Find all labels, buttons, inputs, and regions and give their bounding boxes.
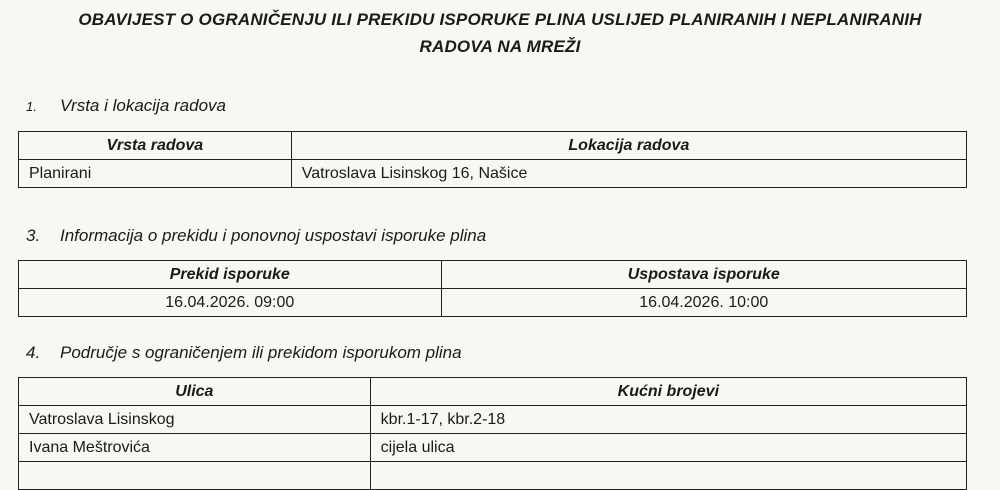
table-row [19,406,967,434]
table-header-row [19,261,967,289]
section4-number: 4. [26,343,41,362]
cell-kucni-brojevi: kbr.1-17, kbr.2-18 [370,406,966,434]
cell-kucni-brojevi [370,462,966,490]
table-row [19,289,967,317]
cell-ulica: Ivana Meštrovića [19,434,371,462]
cell-ulica [19,462,371,490]
cell-ulica: Vatroslava Lisinskog [19,406,371,434]
header-prekid-isporuke: Prekid isporuke [19,261,442,289]
header-vrsta-radova: Vrsta radova [19,132,292,160]
section1-heading [26,96,226,116]
section4-table [18,377,967,490]
table-row [19,434,967,462]
cell-lokacija-radova: Vatroslava Lisinskog 16, Našice [291,160,966,188]
document-title [0,6,1000,60]
section3-heading [26,226,486,246]
section3-heading-text: Informacija o prekidu i ponovnoj uspostavi isporuke plina [60,226,487,245]
section4-heading-text: Područje s ograničenjem ili prekidom isporukom plina [60,343,462,362]
header-uspostava-isporuke: Uspostava isporuke [441,261,966,289]
section3-number: 3. [26,226,41,245]
section4-heading [26,343,462,363]
cell-uspostava-isporuke: 16.04.2026. 10:00 [441,289,966,317]
section1-number: 1. [26,99,37,114]
cell-kucni-brojevi: cijela ulica [370,434,966,462]
cell-prekid-isporuke: 16.04.2026. 09:00 [19,289,442,317]
table-row [19,160,967,188]
table-header-row [19,378,967,406]
header-ulica: Ulica [19,378,371,406]
document-title-line1: OBAVIJEST O OGRANIČENJU ILI PREKIDU ISPORUKE PLINA USLIJED PLANIRANIH I NEPLANIRANIH [78,10,922,29]
table-header-row [19,132,967,160]
section1-heading-text: Vrsta i lokacija radova [60,96,226,115]
cell-vrsta-radova: Planirani [19,160,292,188]
header-lokacija-radova: Lokacija radova [291,132,966,160]
header-kucni-brojevi: Kućni brojevi [370,378,966,406]
section3-table [18,260,967,317]
document-title-line2: RADOVA NA MREŽI [419,37,581,56]
section1-table [18,131,967,188]
table-row [19,462,967,490]
